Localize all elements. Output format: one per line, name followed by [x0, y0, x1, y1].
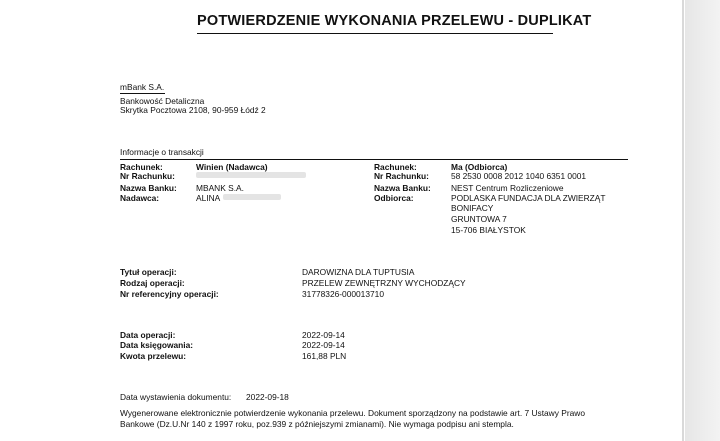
title-underline: [197, 33, 553, 34]
footer-note-line: Wygenerowane elektronicznie potwierdzenie wykonania przelewu. Dokument sporządzony na podstawie art. 7 Ustawy Prawo: [120, 408, 585, 418]
sender-account-value: Winien (Nadawca): [196, 162, 268, 172]
operation-title-label: Tytuł operacji:: [120, 267, 177, 277]
sender-number-label: Nr Rachunku:: [120, 171, 175, 181]
document-title: POTWIERDZENIE WYKONANIA PRZELEWU - DUPLIKAT: [197, 13, 592, 29]
reference-number-value: 31778326-000013710: [302, 289, 384, 299]
sender-name-label: Nadawca:: [120, 193, 160, 203]
reference-number-label: Nr referencyjny operacji:: [120, 289, 219, 299]
issue-date-value: 2022-09-18: [246, 392, 289, 402]
section-rule: [120, 159, 628, 160]
bank-department: Bankowość Detaliczna: [120, 96, 205, 106]
operation-type-value: PRZELEW ZEWNĘTRZNY WYCHODZĄCY: [302, 278, 466, 288]
operation-date-label: Data operacji:: [120, 330, 176, 340]
recipient-bank-value: NEST Centrum Rozliczeniowe: [451, 183, 564, 193]
section-title: Informacje o transakcji: [120, 147, 204, 157]
sender-bank-value: MBANK S.A.: [196, 183, 244, 193]
viewer-background: [685, 0, 720, 441]
booking-date-value: 2022-09-14: [302, 340, 345, 350]
sender-bank-label: Nazwa Banku:: [120, 183, 177, 193]
page-edge: [682, 0, 684, 441]
redacted-account-number: [196, 172, 306, 178]
recipient-street: GRUNTOWA 7: [451, 214, 507, 224]
recipient-name-line: BONIFACY: [451, 203, 494, 213]
issue-date-label: Data wystawienia dokumentu:: [120, 392, 232, 402]
bank-address: Skrytka Pocztowa 2108, 90-959 Łódź 2: [120, 105, 266, 115]
booking-date-label: Data księgowania:: [120, 340, 194, 350]
recipient-number-label: Nr Rachunku:: [374, 171, 429, 181]
bank-name-rule: [120, 93, 165, 94]
recipient-account-label: Rachunek:: [374, 162, 417, 172]
bank-name: mBank S.A.: [120, 82, 165, 92]
sender-account-label: Rachunek:: [120, 162, 163, 172]
redacted-sender-name: [223, 194, 281, 200]
operation-date-value: 2022-09-14: [302, 330, 345, 340]
recipient-bank-label: Nazwa Banku:: [374, 183, 431, 193]
recipient-account-value: Ma (Odbiorca): [451, 162, 508, 172]
recipient-number-value: 58 2530 0008 2012 1040 6351 0001: [451, 171, 587, 181]
amount-value: 161,88 PLN: [302, 351, 347, 361]
recipient-name-line: PODLASKA FUNDACJA DLA ZWIERZĄT: [451, 193, 606, 203]
recipient-name-label: Odbiorca:: [374, 193, 414, 203]
sender-name-value: ALINA: [196, 193, 221, 203]
operation-title-value: DAROWIZNA DLA TUPTUSIA: [302, 267, 415, 277]
recipient-city: 15-706 BIAŁYSTOK: [451, 225, 526, 235]
amount-label: Kwota przelewu:: [120, 351, 187, 361]
operation-type-label: Rodzaj operacji:: [120, 278, 185, 288]
footer-note-line: Bankowe (Dz.U.Nr 140 z 1997 roku, poz.939 z późniejszymi zmianami). Nie wymaga podpisu ani stempla.: [120, 419, 514, 429]
